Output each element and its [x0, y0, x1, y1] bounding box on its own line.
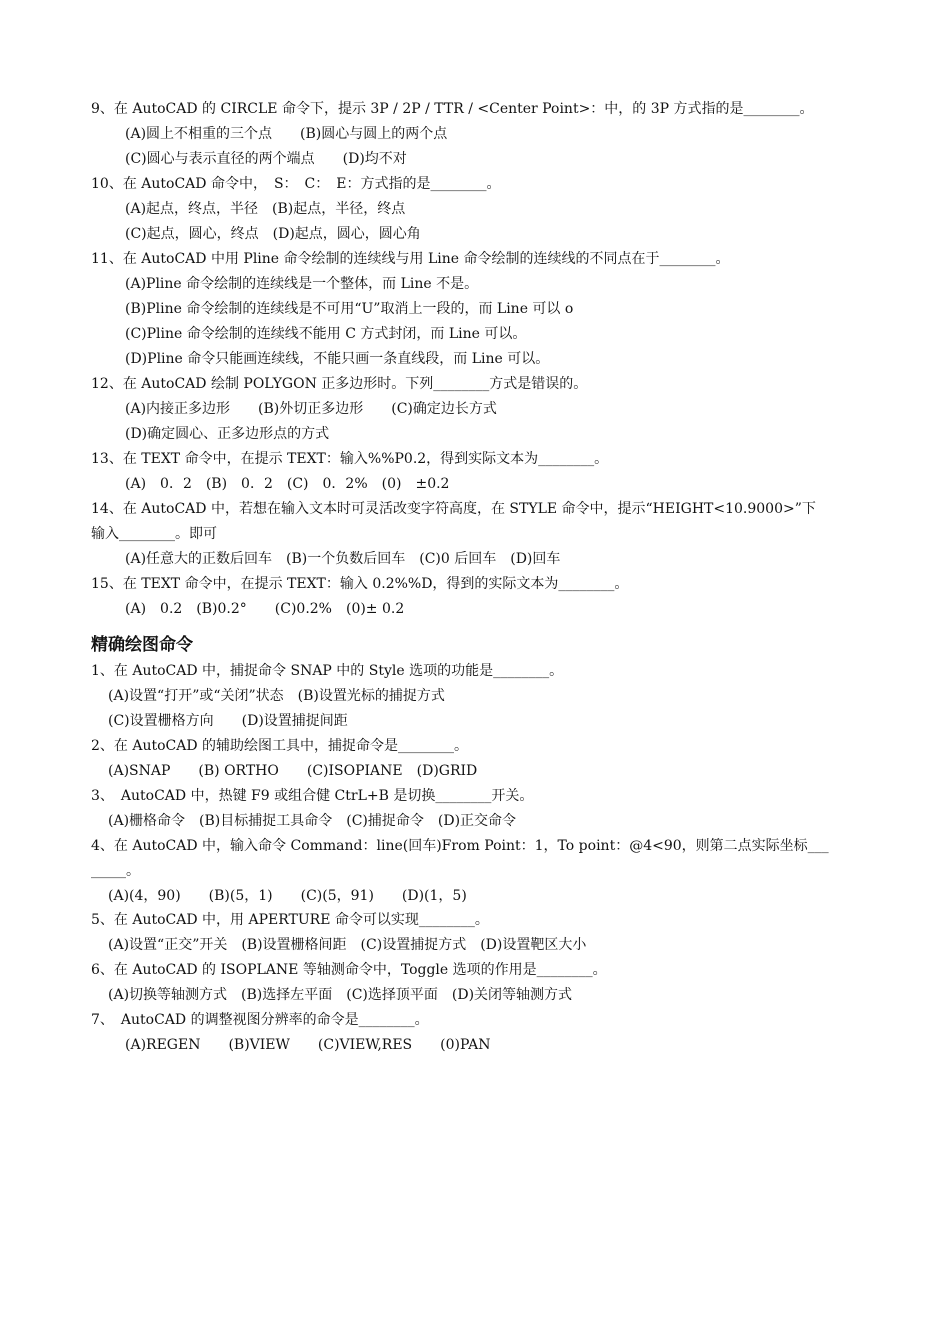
question-14: 14、在 AutoCAD 中，若想在输入文本时可灵活改变字符高度，在 STYLE 命令中，提示“HEIGHT<10.9000>”下: [91, 501, 816, 517]
question-15: 15、在 TEXT 命令中，在提示 TEXT：输入 0.2%%D，得到的实际文本为________。: [91, 576, 629, 592]
question-11-option-a: (A)Pline 命令绘制的连续线是一个整体，而 Line 不是。: [125, 276, 479, 292]
question-15-options: (A) 0.2 (B)0.2° (C)0.2% (0)± 0.2: [125, 601, 405, 617]
s2-question-3-options: (A)栅格命令 (B)目标捕捉工具命令 (C)捕捉命令 (D)正交命令: [108, 813, 517, 829]
question-10-options-cd: (C)起点，圆心，终点 (D)起点，圆心，圆心角: [125, 226, 421, 242]
question-12: 12、在 AutoCAD 绘制 POLYGON 正多边形时。下列________方式是错误的。: [91, 376, 588, 392]
question-11: 11、在 AutoCAD 中用 Pline 命令绘制的连续线与用 Line 命令绘制的连续线的不同点在于________。: [91, 251, 730, 267]
s2-question-1-options-ab: (A)设置“打开”或“关闭”状态 (B)设置光标的捕捉方式: [108, 688, 445, 704]
s2-question-5: 5、在 AutoCAD 中，用 APERTURE 命令可以实现________。: [91, 912, 489, 928]
s2-question-2: 2、在 AutoCAD 的辅助绘图工具中，捕捉命令是________。: [91, 738, 469, 754]
question-10: 10、在 AutoCAD 命令中， S： C： E：方式指的是________。: [91, 176, 501, 192]
s2-question-4-cont: _____。: [91, 863, 140, 879]
s2-question-1: 1、在 AutoCAD 中，捕捉命令 SNAP 中的 Style 选项的功能是________。: [91, 663, 564, 679]
s2-question-6-options: (A)切换等轴测方式 (B)选择左平面 (C)选择顶平面 (D)关闭等轴测方式: [108, 987, 573, 1003]
s2-question-7-options: (A)REGEN (B)VIEW (C)VIEW,RES (0)PAN: [125, 1037, 491, 1053]
question-14-options: (A)任意大的正数后回车 (B)一个负数后回车 (C)0 后回车 (D)回车: [125, 551, 561, 567]
s2-question-4: 4、在 AutoCAD 中，输入命令 Command：line(回车)From Point：1，To point：@4<90，则第二点实际坐标___: [91, 838, 829, 854]
question-13-options: (A) 0．2 (B) 0．2 (C) 0．2% (0) ±0.2: [125, 476, 450, 492]
s2-question-4-options: (A)(4，90) (B)(5，1) (C)(5，91) (D)(1，5): [108, 888, 467, 904]
question-12-option-d: (D)确定圆心、正多边形点的方式: [125, 426, 330, 442]
section-title: 精确绘图命令: [91, 635, 193, 655]
question-13: 13、在 TEXT 命令中，在提示 TEXT：输入%%P0.2，得到实际文本为________。: [91, 451, 609, 467]
question-9-options-cd: (C)圆心与表示直径的两个端点 (D)均不对: [125, 151, 407, 167]
s2-question-2-options: (A)SNAP (B) ORTHO (C)ISOPIANE (D)GRID: [108, 763, 478, 779]
question-11-option-c: (C)Pline 命令绘制的连续线不能用 C 方式封闭，而 Line 可以。: [125, 326, 527, 342]
question-11-option-d: (D)Pline 命令只能画连续线，不能只画一条直线段，而 Line 可以。: [125, 351, 550, 367]
s2-question-6: 6、在 AutoCAD 的 ISOPLANE 等轴测命令中，Toggle 选项的作用是________。: [91, 962, 607, 978]
s2-question-3: 3、 AutoCAD 中，热键 F9 或组合健 CtrL+B 是切换________开关。: [91, 788, 534, 804]
s2-question-1-options-cd: (C)设置栅格方向 (D)设置捕捉间距: [108, 713, 348, 729]
s2-question-5-options: (A)设置“正交”开关 (B)设置栅格间距 (C)设置捕捉方式 (D)设置靶区大小: [108, 937, 587, 953]
question-12-options-abc: (A)内接正多边形 (B)外切正多边形 (C)确定边长方式: [125, 401, 497, 417]
question-11-option-b: (B)Pline 命令绘制的连续线是不可用“U”取消上一段的，而 Line 可以 o: [125, 301, 574, 317]
question-9-options-ab: (A)圆上不相重的三个点 (B)圆心与圆上的两个点: [125, 126, 448, 142]
question-10-options-ab: (A)起点，终点，半径 (B)起点，半径，终点: [125, 201, 406, 217]
s2-question-7: 7、 AutoCAD 的调整视图分辨率的命令是________。: [91, 1012, 429, 1028]
question-9: 9、在 AutoCAD 的 CIRCLE 命令下，提示 3P / 2P / TTR / <Center Point>：中，的 3P 方式指的是________。: [91, 101, 814, 117]
question-14-cont: 输入________。即可: [91, 526, 217, 542]
